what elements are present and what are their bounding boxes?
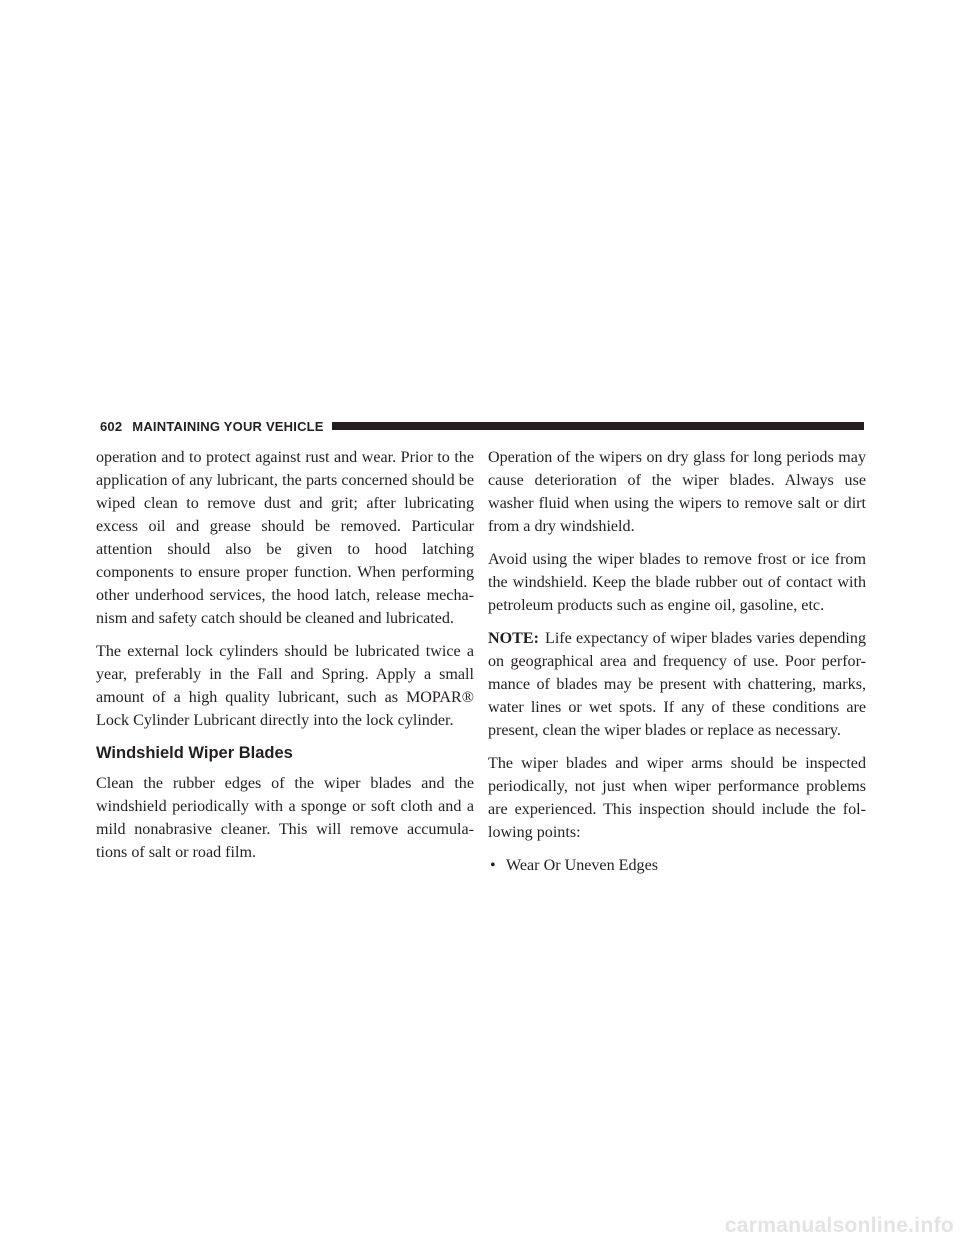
- page-header: [100, 417, 864, 435]
- note-text: Life expectancy of wiper blades varies depending on geographical area and frequency of use. Poor perfor-mance of blades may be present with chattering, marks, water lines or wet spots. If any of these conditions are present, clean the wiper blades or replace as necessary.: [488, 630, 866, 739]
- paragraph: Avoid using the wiper blades to remove frost or ice from the windshield. Keep the blade rubber out of contact with petroleum products such as engine oil, gasoline, etc.: [488, 551, 866, 614]
- paragraph: The wiper blades and wiper arms should be inspected periodically, not just when wiper performance problems are experienced. This inspection should include the fol-lowing points:: [488, 755, 866, 841]
- left-column: [96, 446, 474, 874]
- header-rule: [332, 422, 864, 430]
- paragraph: Operation of the wipers on dry glass for long periods may cause deterioration of the wiper blades. Always use washer fluid when using the wipers to remove salt or dirt from a dry windshield.: [488, 449, 866, 535]
- page-number: 602: [100, 418, 123, 434]
- section-heading: Windshield Wiper Blades: [96, 744, 293, 762]
- note-label: NOTE:: [488, 630, 539, 647]
- paragraph: operation and to protect against rust and wear. Prior to the application of any lubricant, the parts concerned should be wiped clean to remove dust and grit; after lubricating excess oil and grease should be removed. Particular attention should also be given to hood latching components to ensure proper function. When performing other underhood services, the hood latch, release mecha-nism and safety catch should be cleaned and lubricated.: [96, 449, 474, 627]
- section-title: MAINTAINING YOUR VEHICLE: [132, 418, 324, 434]
- bullet-icon: •: [490, 857, 496, 874]
- right-column: [488, 446, 866, 877]
- list-item-text: Wear Or Uneven Edges: [506, 857, 658, 874]
- paragraph: The external lock cylinders should be lubricated twice a year, preferably in the Fall and Spring. Apply a small amount of a high quality lubricant, such as MOPAR® Lock Cylinder Lubricant directly into the lock cylinder.: [96, 643, 474, 729]
- paragraph: Clean the rubber edges of the wiper blades and the windshield periodically with a sponge or soft cloth and a mild nonabrasive cleaner. This will remove accumula-tions of salt or road film.: [96, 775, 474, 861]
- watermark: carmanualsonline.info: [724, 1214, 954, 1237]
- note-paragraph: [488, 627, 866, 742]
- list-item: [488, 854, 866, 877]
